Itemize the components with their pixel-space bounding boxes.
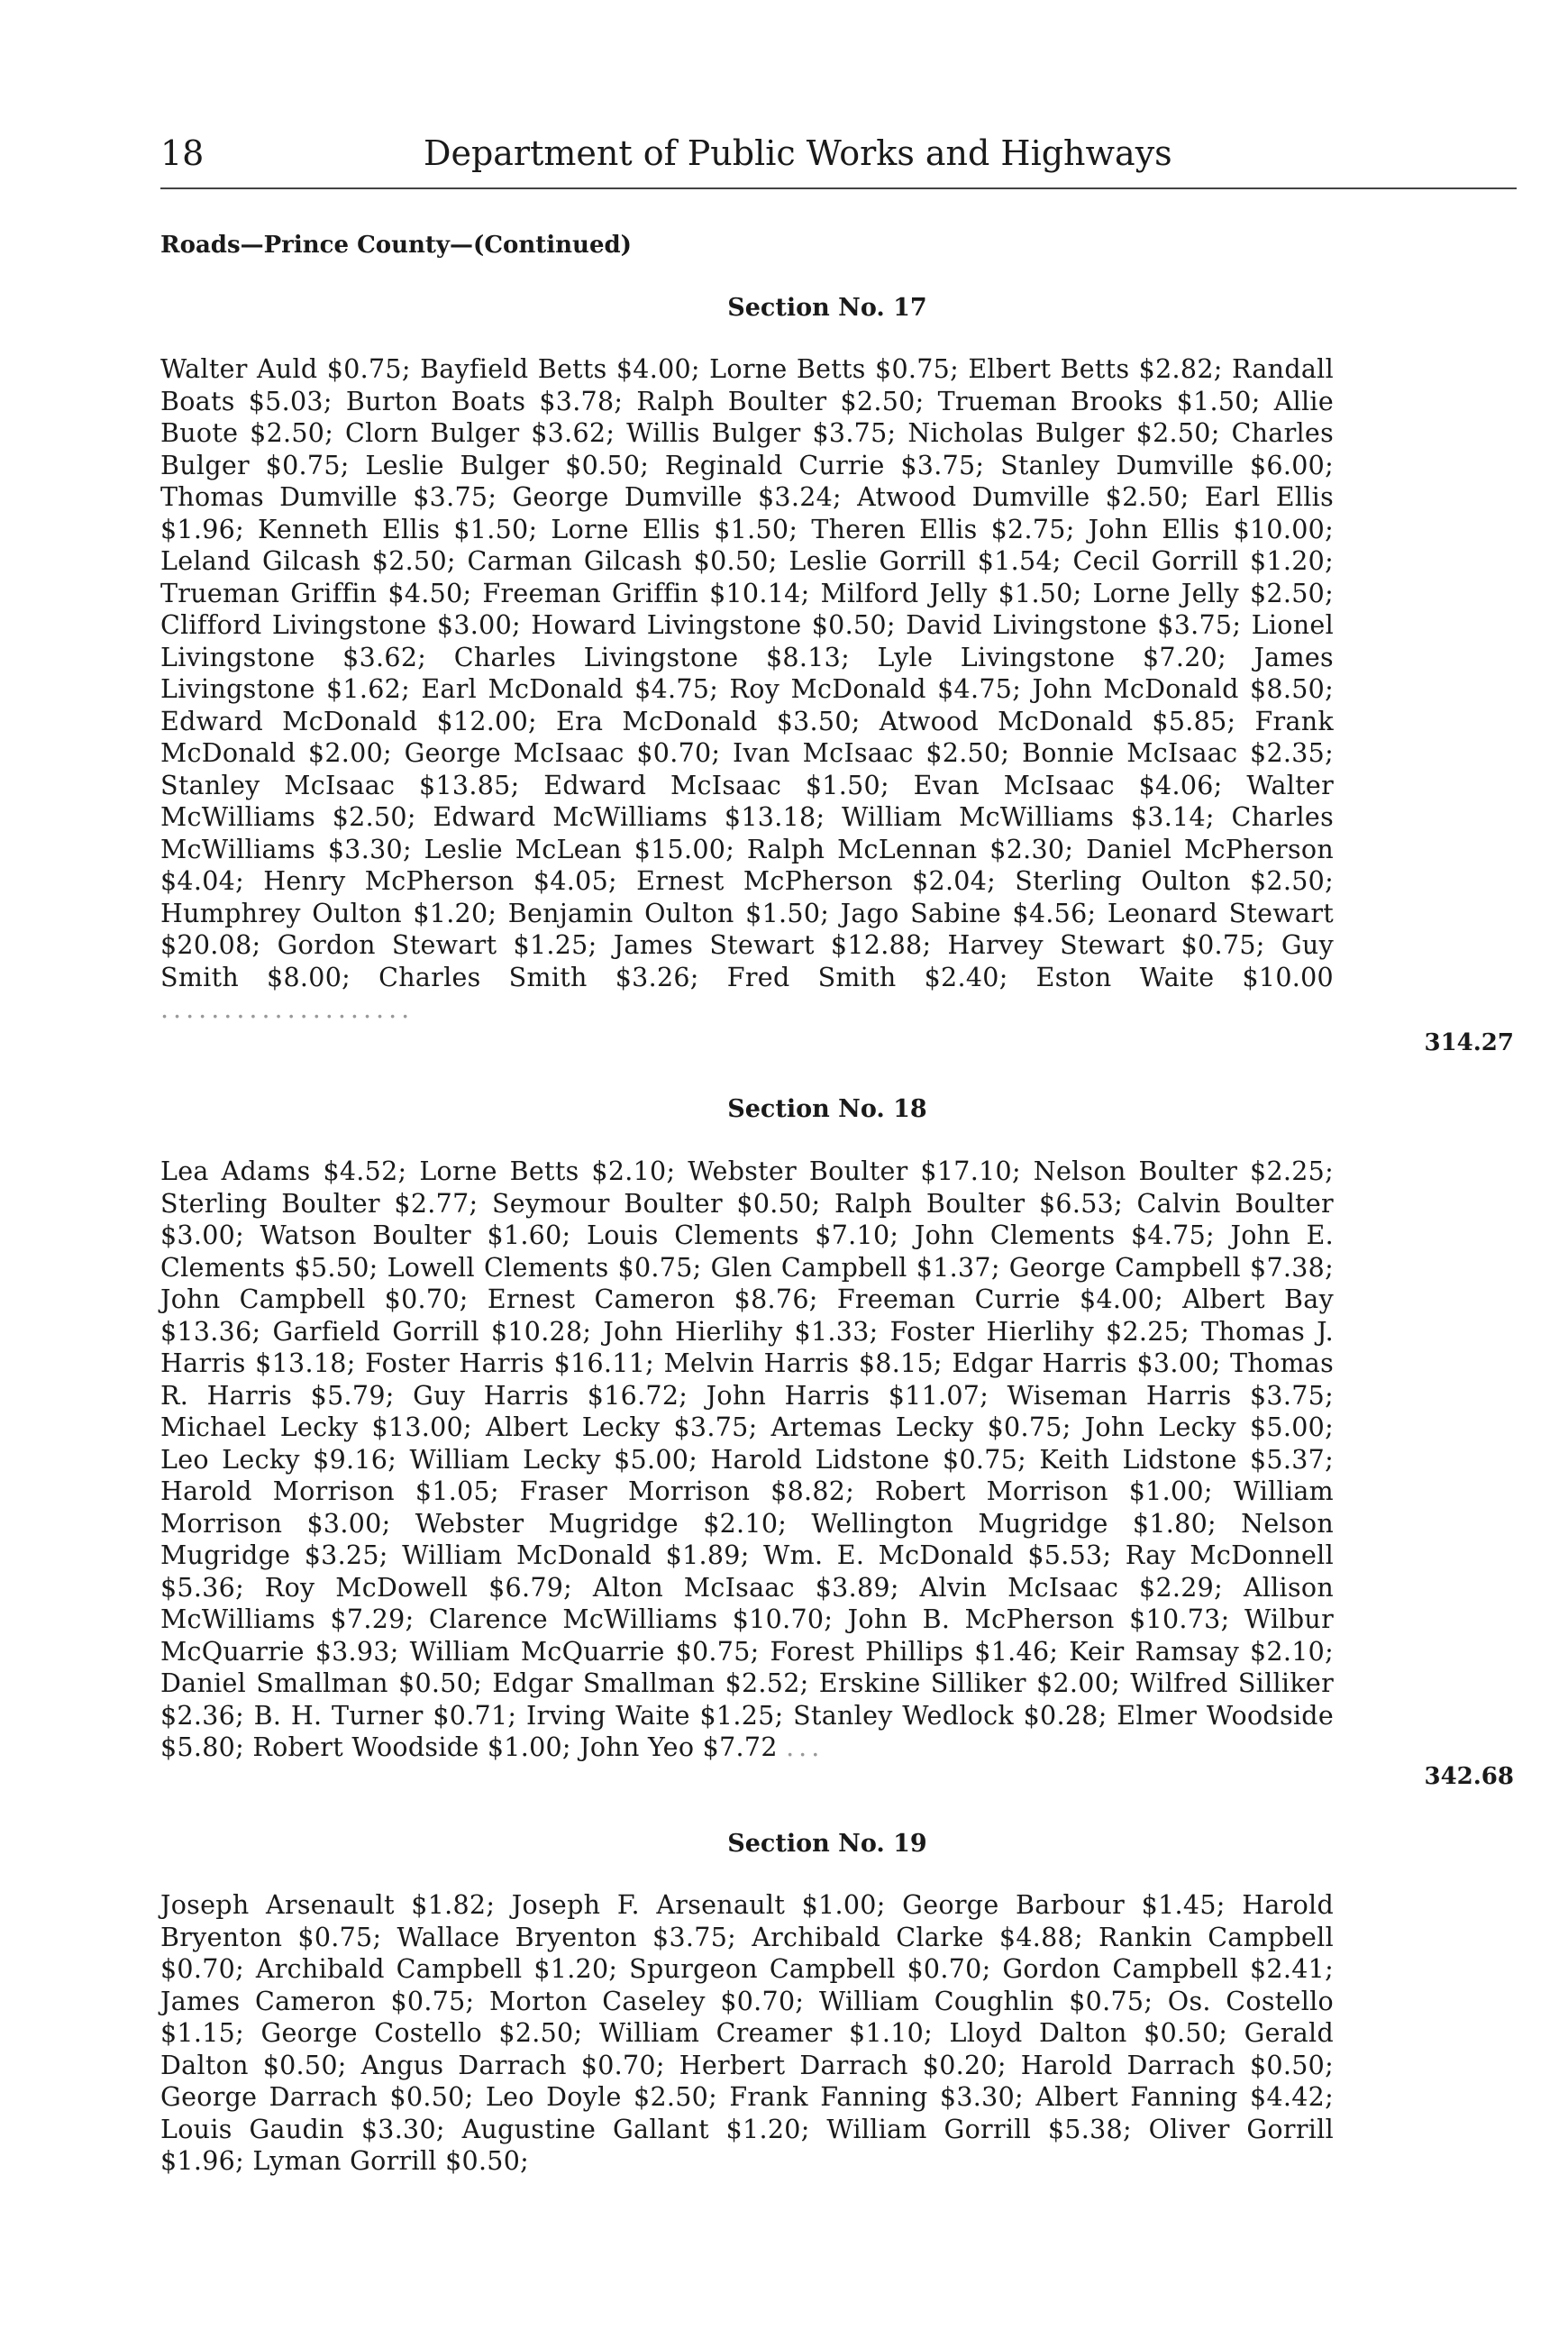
section-17-text: Walter Auld $0.75; Bayfield Betts $4.00; Lorne Betts $0.75; Elbert Betts $2.82; Randall Boats $5.03; Burton Boats $3.78; Ralph Boulter $2.50; Trueman Brooks $1.50; Allie Buote $2.50; Clorn Bulger $3.62; Willis Bulger $3.75; Nicholas Bulger $2.50; Charles Bulger $0.75; Leslie Bulger $0.50; Reginald Currie $3.75; Stanley Dumville $6.00; Thomas Dumville $3.75; George Dumville $3.24; Atwood Dumville $2.50; Earl Ellis $1.96; Kenneth Ellis $1.50; Lorne Ellis $1.50; Theren Ellis $2.75; John Ellis $10.00; Leland Gilcash $2.50; Carman Gilcash $0.50; Leslie Gorrill $1.54; Cecil Gorrill $1.20; Trueman Griffin $4.50; Freeman Griffin $10.14; Milford Jelly $1.50; Lorne Jelly $2.50; Clifford Livingstone $3.00; Howard Livingstone $0.50; David Livingstone $3.75; Lionel Livingstone $3.62; Charles Livingstone $8.13; Lyle Livingstone $7.20; James Livingstone $1.62; Earl McDonald $4.75; Roy McDonald $4.75; John McDonald $8.50; Edward McDonald $12.00; Era McDonald $3.50; Atwood McDonald $5.85; Frank McDonald $2.00; George McIsaac $0.70; Ivan McIsaac $2.50; Bonnie McIsaac $2.35; Stanley McIsaac $13.85; Edward McIsaac $1.50; Evan McIsaac $4.06; Walter McWilliams $2.50; Edward McWilliams $13.18; William McWilliams $3.14; Charles McWilliams $3.30; Leslie McLean $15.00; Ralph McLennan $2.30; Daniel McPherson $4.04; Henry McPherson $4.05; Ernest McPherson $2.04; Sterling Oulton $2.50; Humphrey Oulton $1.20; Benjamin Oulton $1.50; Jago Sabine $4.56; Leonard Stewart $20.08; Gordon Stewart $1.25; James Stewart $12.88; Harvey Stewart $0.75; Guy Smith $8.00; Charles Smith $3.26; Fred Smith $2.40; Eston Waite $10.00 xyxy=(160,354,1334,992)
section-18-entries xyxy=(160,1156,1334,1764)
section-17-entries xyxy=(160,353,1334,1026)
section-19-text: Joseph Arsenault $1.82; Joseph F. Arsenault $1.00; George Barbour $1.45; Harold Bryenton $0.75; Wallace Bryenton $3.75; Archibald Clarke $4.88; Rankin Campbell $0.70; Archibald Campbell $1.20; Spurgeon Campbell $0.70; Gordon Campbell $2.41; James Cameron $0.75; Morton Caseley $0.70; William Coughlin $0.75; Os. Costello $1.15; George Costello $2.50; William Creamer $1.10; Lloyd Dalton $0.50; Gerald Dalton $0.50; Angus Darrach $0.70; Herbert Darrach $0.20; Harold Darrach $0.50; George Darrach $0.50; Leo Doyle $2.50; Frank Fanning $3.30; Albert Fanning $4.42; Louis Gaudin $3.30; Augustine Gallant $1.20; William Gorrill $5.38; Oliver Gorrill $1.96; Lyman Gorrill $0.50; xyxy=(160,1890,1334,2176)
section-17-total: 314.27 xyxy=(1424,1029,1514,1056)
dot-leader: ... xyxy=(786,1732,825,1762)
page-number: 18 xyxy=(160,133,205,173)
continued-heading: Roads—Prince County—(Continued) xyxy=(160,232,632,259)
header-rule xyxy=(160,187,1517,189)
dot-leader: .................... xyxy=(160,994,415,1024)
page-header xyxy=(160,124,1262,182)
section-heading-19: Section No. 19 xyxy=(727,1830,927,1858)
section-18-text: Lea Adams $4.52; Lorne Betts $2.10; Webster Boulter $17.10; Nelson Boulter $2.25; Sterling Boulter $2.77; Seymour Boulter $0.50; Ralph Boulter $6.53; Calvin Boulter $3.00; Watson Boulter $1.60; Louis Clements $7.10; John Clements $4.75; John E. Clements $5.50; Lowell Clements $0.75; Glen Campbell $1.37; George Campbell $7.38; John Campbell $0.70; Ernest Cameron $8.76; Freeman Currie $4.00; Albert Bay $13.36; Garfield Gorrill $10.28; John Hierlihy $1.33; Foster Hierlihy $2.25; Thomas J. Harris $13.18; Foster Harris $16.11; Melvin Harris $8.15; Edgar Harris $3.00; Thomas R. Harris $5.79; Guy Harris $16.72; John Harris $11.07; Wiseman Harris $3.75; Michael Lecky $13.00; Albert Lecky $3.75; Artemas Lecky $0.75; John Lecky $5.00; Leo Lecky $9.16; William Lecky $5.00; Harold Lidstone $0.75; Keith Lidstone $5.37; Harold Morrison $1.05; Fraser Morrison $8.82; Robert Morrison $1.00; William Morrison $3.00; Webster Mugridge $2.10; Wellington Mugridge $1.80; Nelson Mugridge $3.25; William McDonald $1.89; Wm. E. McDonald $5.53; Ray McDonnell $5.36; Roy McDowell $6.79; Alton McIsaac $3.89; Alvin McIsaac $2.29; Allison McWilliams $7.29; Clarence McWilliams $10.70; John B. McPherson $10.73; Wilbur McQuarrie $3.93; William McQuarrie $0.75; Forest Phillips $1.46; Keir Ramsay $2.10; Daniel Smallman $0.50; Edgar Smallman $2.52; Erskine Silliker $2.00; Wilfred Silliker $2.36; B. H. Turner $0.71; Irving Waite $1.25; Stanley Wedlock $0.28; Elmer Woodside $5.80; Robert Woodside $1.00; John Yeo $7.72 xyxy=(160,1156,1334,1762)
section-19-entries xyxy=(160,1889,1334,2178)
section-heading-17: Section No. 17 xyxy=(727,294,927,322)
section-18-total: 342.68 xyxy=(1424,1763,1514,1790)
section-heading-18: Section No. 18 xyxy=(727,1095,927,1123)
running-title: Department of Public Works and Highways xyxy=(424,133,1172,173)
